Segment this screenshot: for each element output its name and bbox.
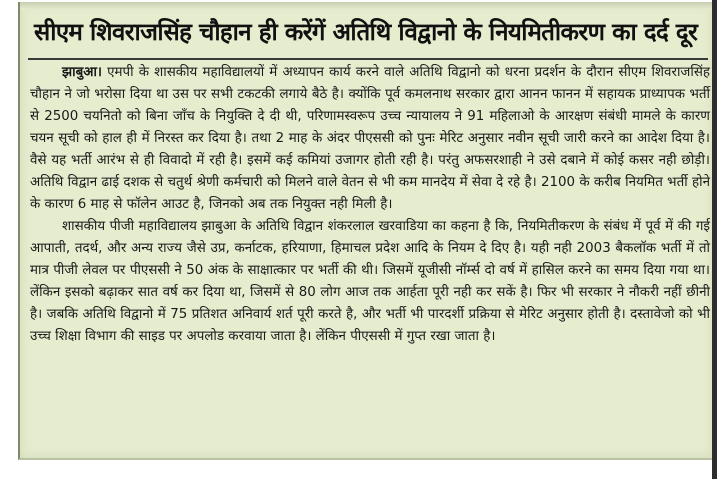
article-paragraph-2	[30, 216, 710, 348]
screen-right-edge	[712, 0, 717, 479]
clipping-top-edge	[20, 2, 714, 10]
article-headline: सीएम शिवराजसिंह चौहान ही करेंगें अतिथि विद्वानो के नियमितीकरण का दर्द दूर	[34, 18, 698, 46]
article-body	[30, 62, 710, 348]
article-paragraph-1	[30, 62, 710, 216]
paragraph-1-text: एमपी के शासकीय महाविद्यालयों में अध्यापन कार्य करने वाले अतिथि विद्वानो को धरना प्रदर्शन के दौरान सीएम शिवराजसिंह चौहान ने जो भरोसा दिया था उस पर सभी टकटकी लगाये बैठे है। क्योंकि पूर्व कमलनाथ सरकार द्वारा आनन फानन में सहायक प्राध्यापक भर्ती से 2500 चयनितो को बिना जाँच के नियुक्ति दे दी थी, परिणामस्वरूप उच्च न्यायालय ने 91 महिलाओ के आरक्षण संबंधी मामले के कारण चयन सूची को हाल ही में निरस्त कर दिया है। तथा 2 माह के अंदर पीएससी को पुनः मेरिट अनुसार नवीन सूची जारी करने का आदेश दिया है। वैसे यह भर्ती आरंभ से ही विवादो में रही है। इसमें कई कमियां उजागर होती रही है। परंतु अफसरशाही ने उसे दबाने में कोई कसर नही छोड़ी। अतिथि विद्वान ढाई दशक से चतुर्थ श्रेणी कर्मचारी को मिलने वाले वेतन से भी कम मानदेय में सेवा दे रहे है। 2100 के करीब नियमित भर्ती होने के कारण 6 माह से फॉलेन आउट है, जिनको अब तक नियुक्त नही मिली है।	[30, 65, 710, 212]
headline-divider	[28, 58, 708, 60]
paragraph-2-text: शासकीय पीजी महाविद्यालय झाबुआ के अतिथि विद्वान शंकरलाल खरवाडिया का कहना है कि, नियमितीकरण के संबंध में पूर्व में की गई आपाती, तदर्थ, और अन्य राज्य जैसे उप्र, कर्नाटक, हरियाणा, हिमाचल प्रदेश आदि के नियम दे दिए है। यही नही 2003 बैकलॉक भर्ती में तो मात्र पीजी लेवल पर पीएससी ने 50 अंक के साक्षात्कार पर भर्ती की थी। जिसमें यूजीसी नॉर्म्स दो वर्ष में हासिल करने का समय दिया गया था। लेंकिन इसको बढ़ाकर सात वर्ष कर दिया था, जिसमें से 80 लोग आज तक आर्हता पूरी नही कर सकें है। फिर भी सरकार ने नौकरी नहीं छीनी है। जबकि अतिथि विद्वानो में 75 प्रतिशत अनिवार्य शर्त पूरी करते है, और भर्ती भी पारदर्शी प्रक्रिया से मेरिट अनुसार होती है। दस्तावेजो को भी उच्च शिक्षा विभाग की साइड पर अपलोड करवाया जाता है। लेंकिन पीएससी में गुप्त रखा जाता है।	[30, 219, 710, 344]
newspaper-clipping	[18, 2, 714, 460]
article-dateline: झाबुआ।	[62, 65, 102, 80]
